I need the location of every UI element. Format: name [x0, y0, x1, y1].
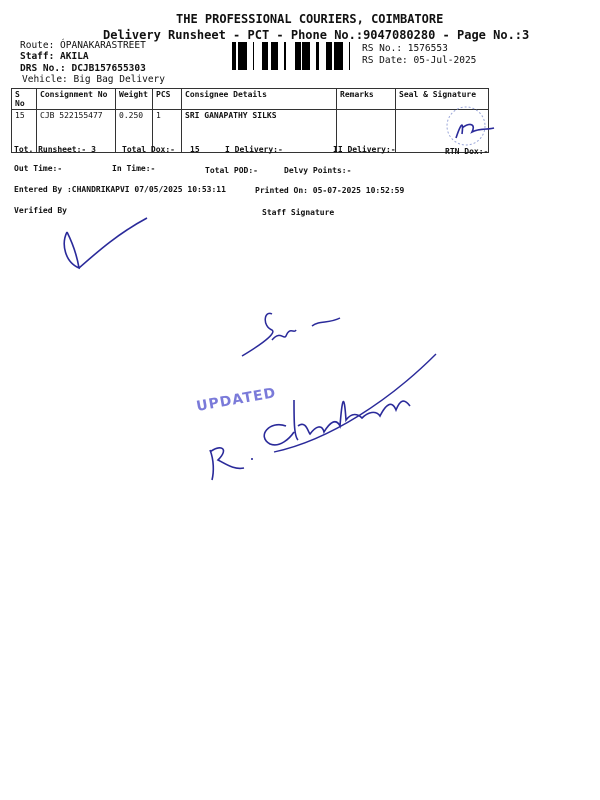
- col-pcs: PCS: [153, 89, 182, 110]
- out-time: Out Time:-: [14, 164, 63, 173]
- col-remarks: Remarks: [337, 89, 396, 110]
- cell-sno: 15: [12, 110, 37, 153]
- cell-pcs: 1: [153, 110, 182, 153]
- delvy-points: Delvy Points:-: [284, 166, 352, 175]
- verified-by: Verified By: [14, 206, 67, 215]
- updated-stamp: UPDATED: [195, 385, 278, 415]
- col-weight: Weight: [116, 89, 153, 110]
- verified-signature-image: [55, 210, 155, 275]
- cell-consignee: SRI GANAPATHY SILKS: [182, 110, 337, 153]
- company-name: THE PROFESSIONAL COURIERS, COIMBATORE: [176, 12, 444, 26]
- vehicle-label: Vehicle: Big Bag Delivery: [22, 74, 165, 85]
- staff-signature-label: Staff Signature: [262, 208, 335, 217]
- rs-date: RS Date: 05-Jul-2025: [362, 55, 477, 66]
- total-dox-value: 15: [190, 145, 200, 154]
- entered-by: Entered By :CHANDRIKAPVI 07/05/2025 10:53:11: [14, 185, 226, 194]
- cell-consignment: CJB 522155477: [37, 110, 116, 153]
- col-consignment: Consignment No: [37, 89, 116, 110]
- ii-delivery: II Delivery:-: [333, 145, 396, 154]
- total-dox-label: Total Dox:-: [122, 145, 175, 154]
- route-label: Route: ÓPANAKARASTREET: [20, 40, 146, 51]
- barcode-image: [232, 42, 356, 70]
- i-delivery: I Delivery:-: [225, 145, 283, 154]
- col-seal: Seal & Signature: [396, 89, 489, 110]
- chandrika-signature-image: [190, 340, 450, 490]
- total-pod: Total POD:-: [205, 166, 258, 175]
- staff-label: Staff: AKILA: [20, 51, 89, 62]
- seal-signature-image: [436, 104, 506, 148]
- runsheet-title: Delivery Runsheet - PCT - Phone No.:9047080280 - Page No.:3: [103, 28, 530, 42]
- printed-on: Printed On: 05-07-2025 10:52:59: [255, 186, 405, 195]
- runsheet-table: [11, 88, 489, 153]
- col-sno: S No: [12, 89, 37, 110]
- in-time: In Time:-: [112, 164, 156, 173]
- drs-number: DRS No.: DCJB157655303: [20, 63, 146, 74]
- rtn-dox: RTN Dox:-: [445, 147, 489, 156]
- table-header-row: [12, 89, 489, 110]
- cell-weight: 0.250: [116, 110, 153, 153]
- tot-runsheet: Tot. Runsheet:- 3: [14, 145, 96, 154]
- rs-number: RS No.: 1576553: [362, 43, 448, 54]
- col-consignee: Consignee Details: [182, 89, 337, 110]
